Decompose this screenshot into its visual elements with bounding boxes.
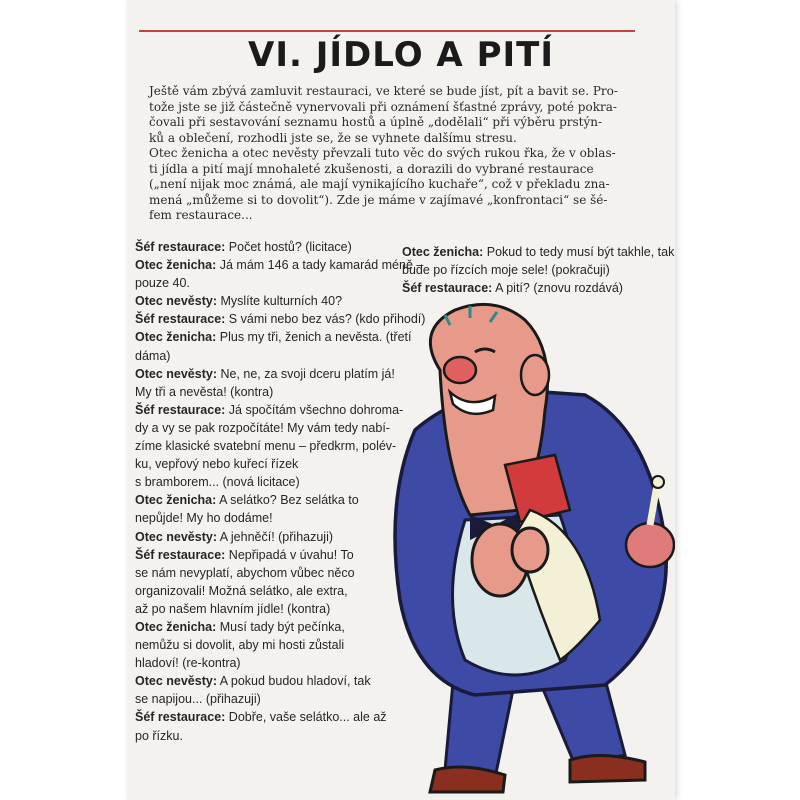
dialogue-text: Plus my tři, ženich a nevěsta. (třetí [216, 330, 412, 345]
speaker-name: Otec ženicha: [135, 330, 217, 345]
dialogue-text: A selátko? Bez selátka to [216, 493, 359, 508]
dialogue-text: až po našem hlavním jídle! (kontra) [135, 601, 331, 616]
dialogue-line [135, 256, 424, 274]
intro-line: čovali při sestavování seznamu hostů a úplně „dodělali“ při výběru prstýn- [149, 115, 603, 129]
dialogue-text: nemůžu si dovolit, aby mi hosti zůstali [135, 638, 345, 653]
speaker-name: Šéf restaurace: [135, 402, 226, 417]
intro-line: ti jídla a pití mají mnohaleté zkušenosti, a dorazili do vybrané restaurace [149, 161, 594, 176]
intro-line: Otec ženicha a otec nevěsty převzali tuto věc do svých rukou řka, že v oblas- [149, 146, 616, 160]
speaker-name: Otec ženicha: [135, 258, 217, 273]
intro-line: ků a oblečení, rozhodli jste se, že se vyhnete dalšímu stresu. [149, 130, 517, 145]
speaker-name: Šéf restaurace: [135, 240, 226, 254]
dialogue-text: nepůjde! My ho dodáme! [135, 511, 273, 526]
dialogue-text: se nám nevyplatí, abychom vůbec něco [135, 565, 355, 580]
dialogue-text: Počet hostů? (licitace) [225, 240, 352, 254]
speaker-name: Šéf restaurace: [135, 312, 226, 327]
dialogue-text: pouze 40. [135, 276, 190, 291]
dialogue-text: po řízku. [135, 728, 183, 743]
intro-line: tože jste se již částečně vynervovali při oznámení šťastné zprávy, poté pokra- [149, 99, 617, 114]
dialogue-text: s bramborem... (nová licitace) [135, 475, 300, 490]
intro-line: mená „můžeme si to dovolit“). Zde je máme v zajímavé „konfrontaci“ se šé- [149, 192, 608, 207]
speaker-name: Otec ženicha: [135, 493, 217, 508]
dialogue-text: organizovali! Možná selátko, ale extra, [135, 583, 348, 598]
dialogue-text: S vámi nebo bez vás? (kdo přihodí) [225, 312, 426, 327]
dialogue-text: Myslíte kulturních 40? [216, 294, 343, 309]
dialogue-text: A pokud budou hladoví, tak [216, 674, 371, 689]
speaker-name: Otec ženicha: [402, 245, 484, 259]
dialogue-text: Dobře, vaše selátko... ale až [225, 710, 387, 725]
dialogue-text: Pokud to tedy musí být takhle, tak [483, 245, 675, 259]
dialogue-text: se napijou... (přihazuji) [135, 692, 261, 707]
intro-line: fem restaurace... [149, 208, 253, 222]
speaker-name: Otec ženicha: [135, 619, 217, 634]
dialogue-text: ku, vepřový nebo kuřecí řízek [135, 457, 299, 472]
speaker-name: Otec nevěsty: [135, 674, 217, 689]
dialogue-text: dáma) [135, 348, 171, 363]
speaker-name: Otec nevěsty: [135, 366, 217, 381]
dialogue-text: Já spočítám všechno dohroma- [225, 402, 404, 417]
dialogue-text: A pití? (znovu rozdává) [492, 281, 623, 296]
dialogue-text: Ne, ne, za svoji dceru platím já! [216, 366, 395, 381]
dialogue-line [135, 274, 395, 292]
dialogue-line [135, 238, 395, 256]
dialogue-text: Musí tady být pečínka, [216, 619, 345, 634]
dialogue-text: bude po řízcích moje sele! (pokračuji) [402, 263, 610, 278]
speaker-name: Otec nevěsty: [135, 529, 217, 544]
speaker-name: Šéf restaurace: [402, 281, 493, 296]
dialogue-text: dy a vy se pak rozpočítáte! My vám tedy nabí- [135, 420, 390, 435]
dialogue-text: Nepřipadá v úvahu! To [225, 547, 354, 562]
dialogue-text: A jehněčí! (přihazuji) [216, 529, 334, 544]
speaker-name: Otec nevěsty: [135, 294, 217, 309]
dialogue-line [402, 279, 642, 297]
dialogue-text: My tři a nevěsta! (kontra) [135, 384, 274, 399]
speaker-name: Šéf restaurace: [135, 710, 226, 725]
dialogue-line [402, 261, 642, 279]
header-rule [139, 30, 635, 32]
waiter-illustration [345, 300, 675, 800]
dialogue-text: hladoví! (re-kontra) [135, 656, 241, 671]
chapter-title: VI. JÍDLO A PITÍ [248, 35, 554, 75]
intro-paragraph [149, 84, 637, 224]
book-page [127, 0, 675, 800]
dialogue-right-column [402, 243, 675, 297]
intro-line: Ještě vám zbývá zamluvit restauraci, ve které se bude jíst, pít a bavit se. Pro- [149, 84, 618, 98]
intro-line: („není nijak moc známá, ale mají vynikajícího kuchaře“, což v překladu zna- [149, 177, 610, 191]
dialogue-line [402, 243, 675, 261]
dialogue-text: Já mám 146 a tady kamarád méně – [216, 258, 424, 273]
dialogue-text: zíme klasické svatební menu – předkrm, polév- [135, 439, 397, 454]
speaker-name: Šéf restaurace: [135, 547, 226, 562]
